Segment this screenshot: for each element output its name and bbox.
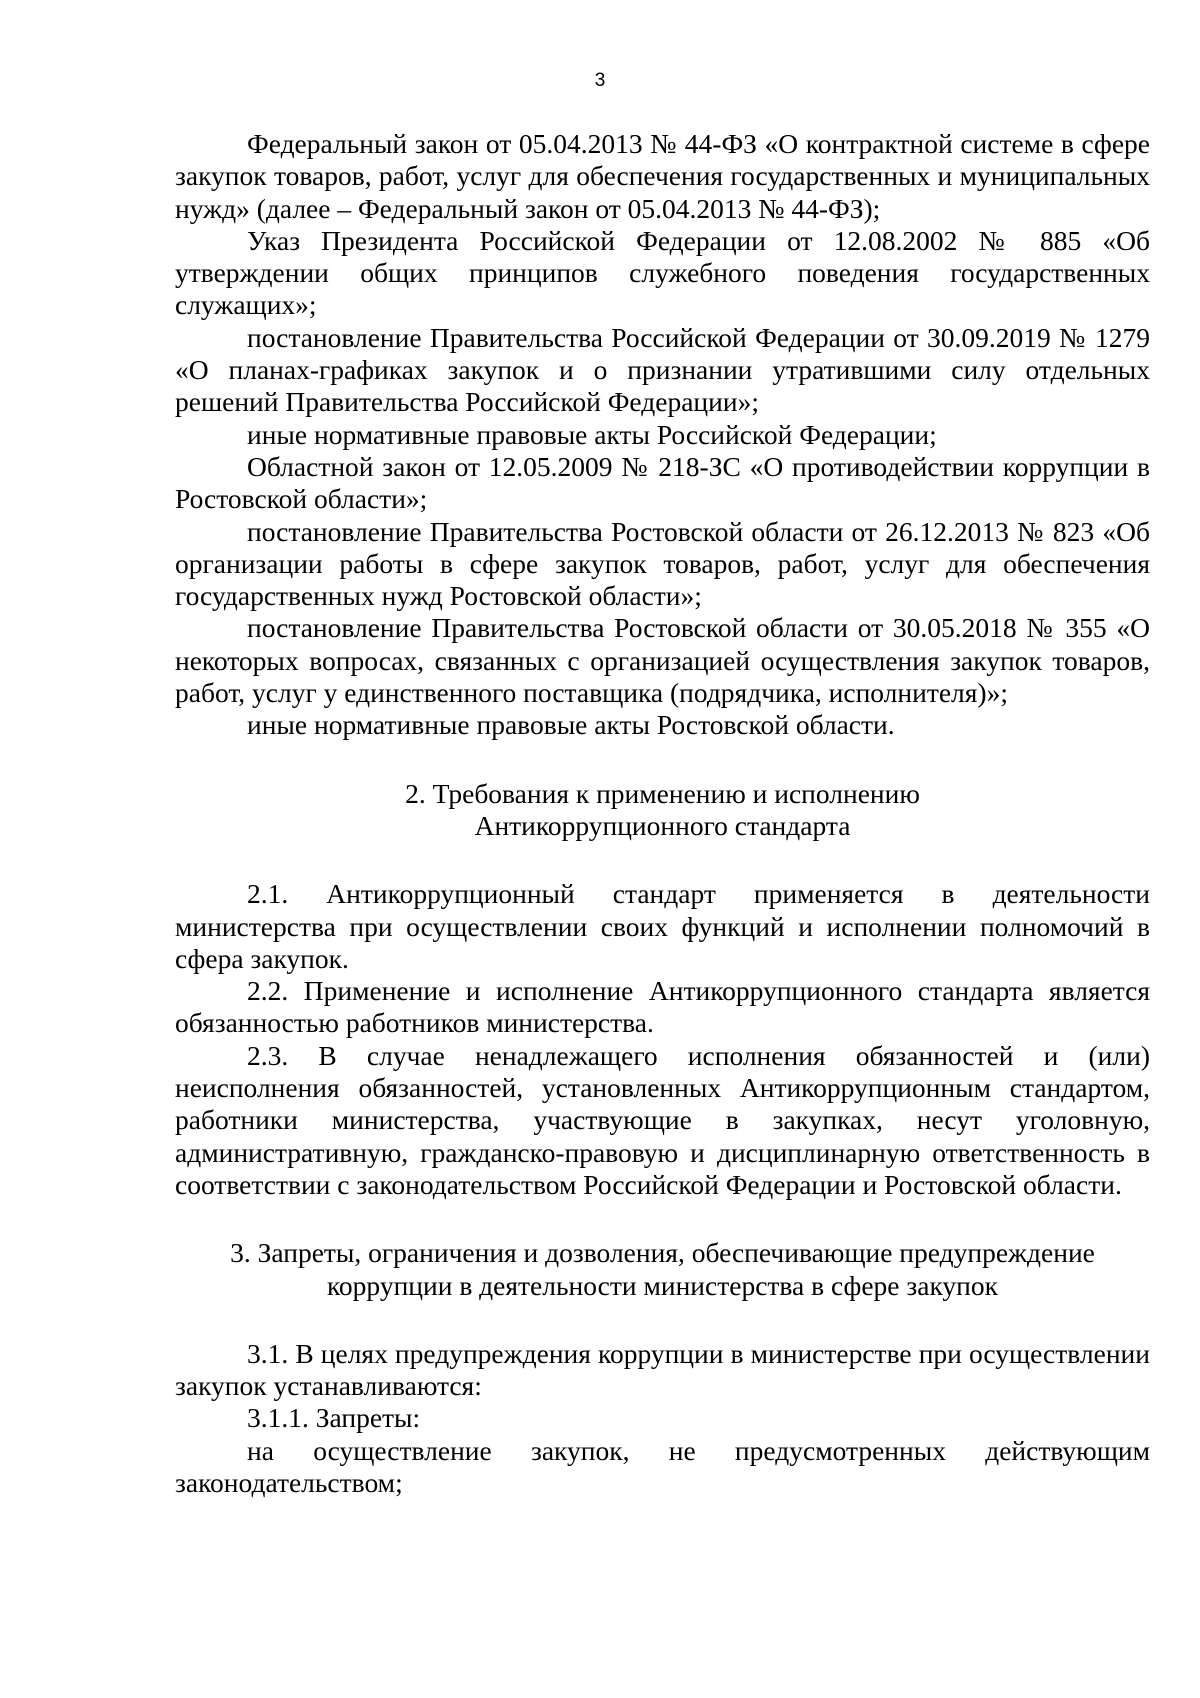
paragraph-3-1: 3.1. В целях предупреждения коррупции в министерстве при осуществлении закупок устанавливаются: bbox=[175, 1337, 1150, 1402]
section-2-heading bbox=[175, 778, 1150, 843]
paragraph-regional-law-218: Областной закон от 12.05.2009 № 218-ЗС «О противодействии коррупции в Ростовской области»; bbox=[175, 450, 1150, 515]
paragraph-3-1-1: 3.1.1. Запреты: bbox=[247, 1402, 421, 1434]
paragraph-resolution-355: постановление Правительства Ростовской области от 30.05.2018 № 355 «О некоторых вопросах, связанных с организацией осуществления закупок товаров, работ, услуг у единственного поставщика (подрядчика, исполнителя)»; bbox=[175, 612, 1150, 709]
document-body bbox=[175, 128, 1150, 1499]
paragraph-decree-885: Указ Президента Российской Федерации от 12.08.2002 № 885 «Об утверждении общих принципов служебного поведения государственных служащих»; bbox=[175, 224, 1150, 321]
paragraph-other-regional-acts: иные нормативные правовые акты Ростовской области. bbox=[247, 709, 895, 741]
paragraph-resolution-823: постановление Правительства Ростовской области от 26.12.2013 № 823 «Об организации работы в сфере закупок товаров, работ, услуг для обеспечения государственных нужд Ростовской области»; bbox=[175, 515, 1150, 612]
section-3-heading-line-2: коррупции в деятельности министерства в сфере закупок bbox=[326, 1269, 999, 1301]
section-2-heading-line-1: 2. Требования к применению и исполнению bbox=[405, 777, 920, 809]
section-2-heading-line-2: Антикоррупционного стандарта bbox=[474, 809, 851, 841]
paragraph-2-1: 2.1. Антикоррупционный стандарт применяется в деятельности министерства при осуществлении своих функций и исполнении полномочий в сфера закупок. bbox=[175, 878, 1150, 974]
page-number: 3 bbox=[594, 70, 606, 91]
paragraph-other-federal-acts: иные нормативные правовые акты Российской Федерации; bbox=[247, 418, 937, 450]
paragraph-resolution-1279: постановление Правительства Российской Федерации от 30.09.2019 № 1279 «О планах-графиках закупок и о признании утратившими силу отдельных решений Правительства Российской Федерации»; bbox=[175, 321, 1150, 418]
paragraph-3-1-1-item: на осуществление закупок, не предусмотренных действующим законодательством; bbox=[175, 1434, 1150, 1498]
paragraph-2-2: 2.2. Применение и исполнение Антикоррупционного стандарта является обязанностью работников министерства. bbox=[175, 975, 1150, 1039]
section-3-heading-line-1: 3. Запреты, ограничения и дозволения, обеспечивающие предупреждение bbox=[230, 1237, 1095, 1269]
paragraph-law-44fz: Федеральный закон от 05.04.2013 № 44-ФЗ «О контрактной системе в сфере закупок товаров, работ, услуг для обеспечения государственных и муниципальных нужд» (далее – Федеральный закон от 05.04.2013 № 44-ФЗ); bbox=[175, 128, 1150, 224]
paragraph-2-3: 2.3. В случае ненадлежащего исполнения обязанностей и (или) неисполнения обязанностей, установленных Антикоррупционным стандартом, работники министерства, участвующие в закупках, несут уголовную, административную, гражданско-правовую и дисциплинарную ответственность в соответствии с законодательством Российской Федерации и Ростовской области. bbox=[175, 1039, 1150, 1200]
section-3-heading bbox=[175, 1237, 1150, 1302]
